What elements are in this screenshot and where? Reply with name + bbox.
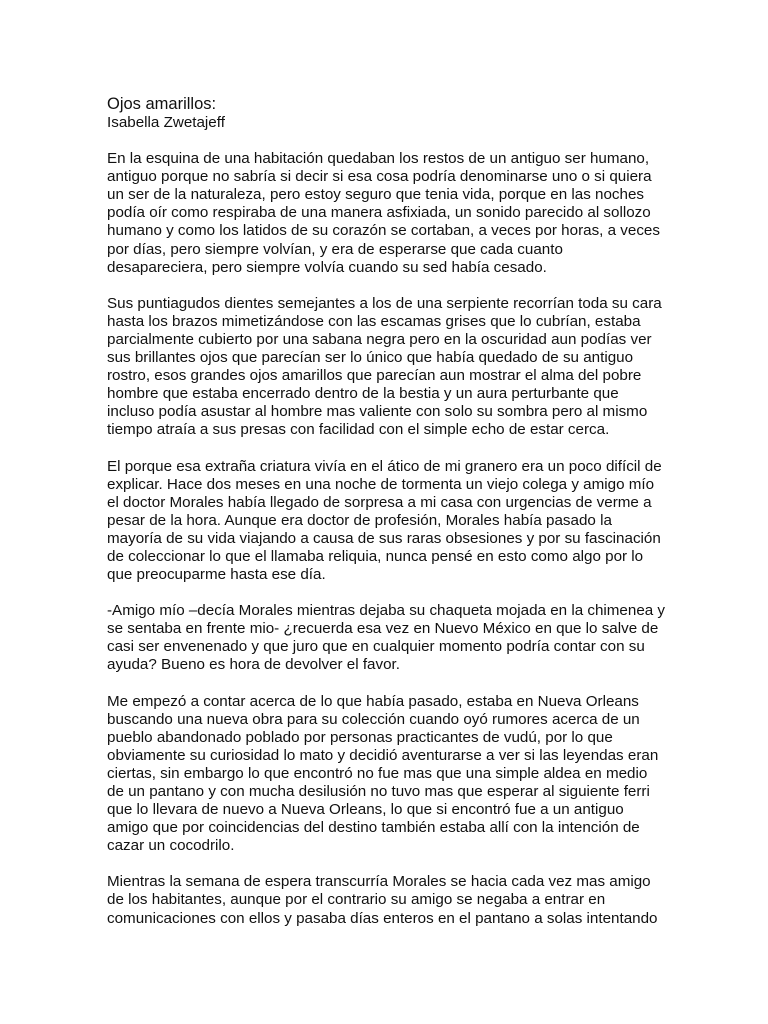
paragraph <box>107 458 667 585</box>
text-line: por días, pero siempre volvían, y era de esperarse que cada cuanto <box>107 240 563 258</box>
text-line: desapareciera, pero siempre volvía cuando su sed había cesado. <box>107 258 547 276</box>
text-line: El porque esa extraña criatura vivía en el ático de mi granero era un poco difícil de <box>107 457 662 475</box>
text-line: un ser de la naturaleza, pero estoy seguro que tenia vida, porque en las noches <box>107 186 644 204</box>
text-line: tiempo atraía a sus presas con facilidad con el simple echo de estar cerca. <box>107 421 610 439</box>
text-line: cazar un cocodrilo. <box>107 837 235 855</box>
text-line: antiguo porque no sabría si decir si esa cosa podría denominarse uno o si quiera <box>107 168 652 186</box>
text-line: buscando una nueva obra para su colección cuando oyó rumores acerca de un <box>107 710 640 728</box>
text-line: podía oír como respiraba de una manera asfixiada, un sonido parecido al sollozo <box>107 204 651 222</box>
text-line: incluso podía asustar al hombre mas valiente con solo su sombra pero al mismo <box>107 403 648 421</box>
text-line: de los habitantes, aunque por el contrario su amigo se negaba a entrar en <box>107 891 606 909</box>
text-line: amigo que por coincidencias del destino también estaba allí con la intención de <box>107 819 640 837</box>
text-line: En la esquina de una habitación quedaban los restos de un antiguo ser humano, <box>107 150 650 168</box>
document-title: Ojos amarillos: <box>107 95 217 113</box>
paragraph <box>107 693 667 856</box>
text-line: que lo llevara de nuevo a Nueva Orleans, lo que si encontró fue a un antiguo <box>107 801 624 819</box>
text-line: ayuda? Bueno es hora de devolver el favor. <box>107 656 400 674</box>
paragraph <box>107 295 667 440</box>
text-line: Me empezó a contar acerca de lo que había pasado, estaba en Nueva Orleans <box>107 692 639 710</box>
text-line: se sentaba en frente mio- ¿recuerda esa vez en Nuevo México en que lo salve de <box>107 620 659 638</box>
paragraph <box>107 873 667 927</box>
document-body <box>107 150 667 928</box>
text-line: -Amigo mío –decía Morales mientras dejaba su chaqueta mojada en la chimenea y <box>107 602 666 620</box>
text-line: hombre que estaba encerrado dentro de la bestia y un aura perturbante que <box>107 385 619 403</box>
text-line: que preocuparme hasta ese día. <box>107 566 326 584</box>
text-line: rostro, esos grandes ojos amarillos que parecían aun mostrar el alma del pobre <box>107 367 642 385</box>
text-line: explicar. Hace dos meses en una noche de tormenta un viejo colega y amigo mío <box>107 475 655 493</box>
text-line: el doctor Morales había llegado de sorpresa a mi casa con urgencias de verme a <box>107 493 652 511</box>
text-line: humano y como los latidos de su corazón se cortaban, a veces por horas, a veces <box>107 222 660 240</box>
text-line: Sus puntiagudos dientes semejantes a los de una serpiente recorrían toda su cara <box>107 294 662 312</box>
text-line: de un pantano y con mucha desilusión no tuvo mas que esperar al siguiente ferri <box>107 783 650 800</box>
text-line: casi ser envenenado y que juro que en cualquier momento podría contar con su <box>107 638 645 656</box>
text-line: ciertas, sin embargo lo que encontró no fue mas que una simple aldea en medio <box>107 764 648 782</box>
document-page <box>107 94 667 946</box>
text-line: hasta los brazos mimetizándose con las escamas grises que lo cubrían, estaba <box>107 312 641 330</box>
text-line: de coleccionar lo que el llamaba reliquia, nunca pensé en esto como algo por lo <box>107 547 644 565</box>
text-line: mayoría de su vida viajando a causa de sus raras obsesiones y por su fascinación <box>107 529 661 547</box>
text-line: obviamente su curiosidad lo mato y decidió aventurarse a ver si las leyendas eran <box>107 746 659 764</box>
text-line: parcialmente cubierto por una sabana negra pero en la oscuridad aun podías ver <box>107 330 652 348</box>
text-line: sus brillantes ojos que parecían ser lo único que había quedado de su antiguo <box>107 349 634 367</box>
document-author: Isabella Zwetajeff <box>107 114 225 131</box>
text-line: pueblo abandonado poblado por personas practicantes de vudú, por lo que <box>107 728 613 746</box>
paragraph <box>107 150 667 277</box>
text-line: pesar de la hora. Aunque era doctor de profesión, Morales había pasado la <box>107 511 612 529</box>
paragraph <box>107 602 667 674</box>
text-line: comunicaciones con ellos y pasaba días enteros en el pantano a solas intentando <box>107 909 658 927</box>
text-line: Mientras la semana de espera transcurría Morales se hacia cada vez mas amigo <box>107 873 651 891</box>
